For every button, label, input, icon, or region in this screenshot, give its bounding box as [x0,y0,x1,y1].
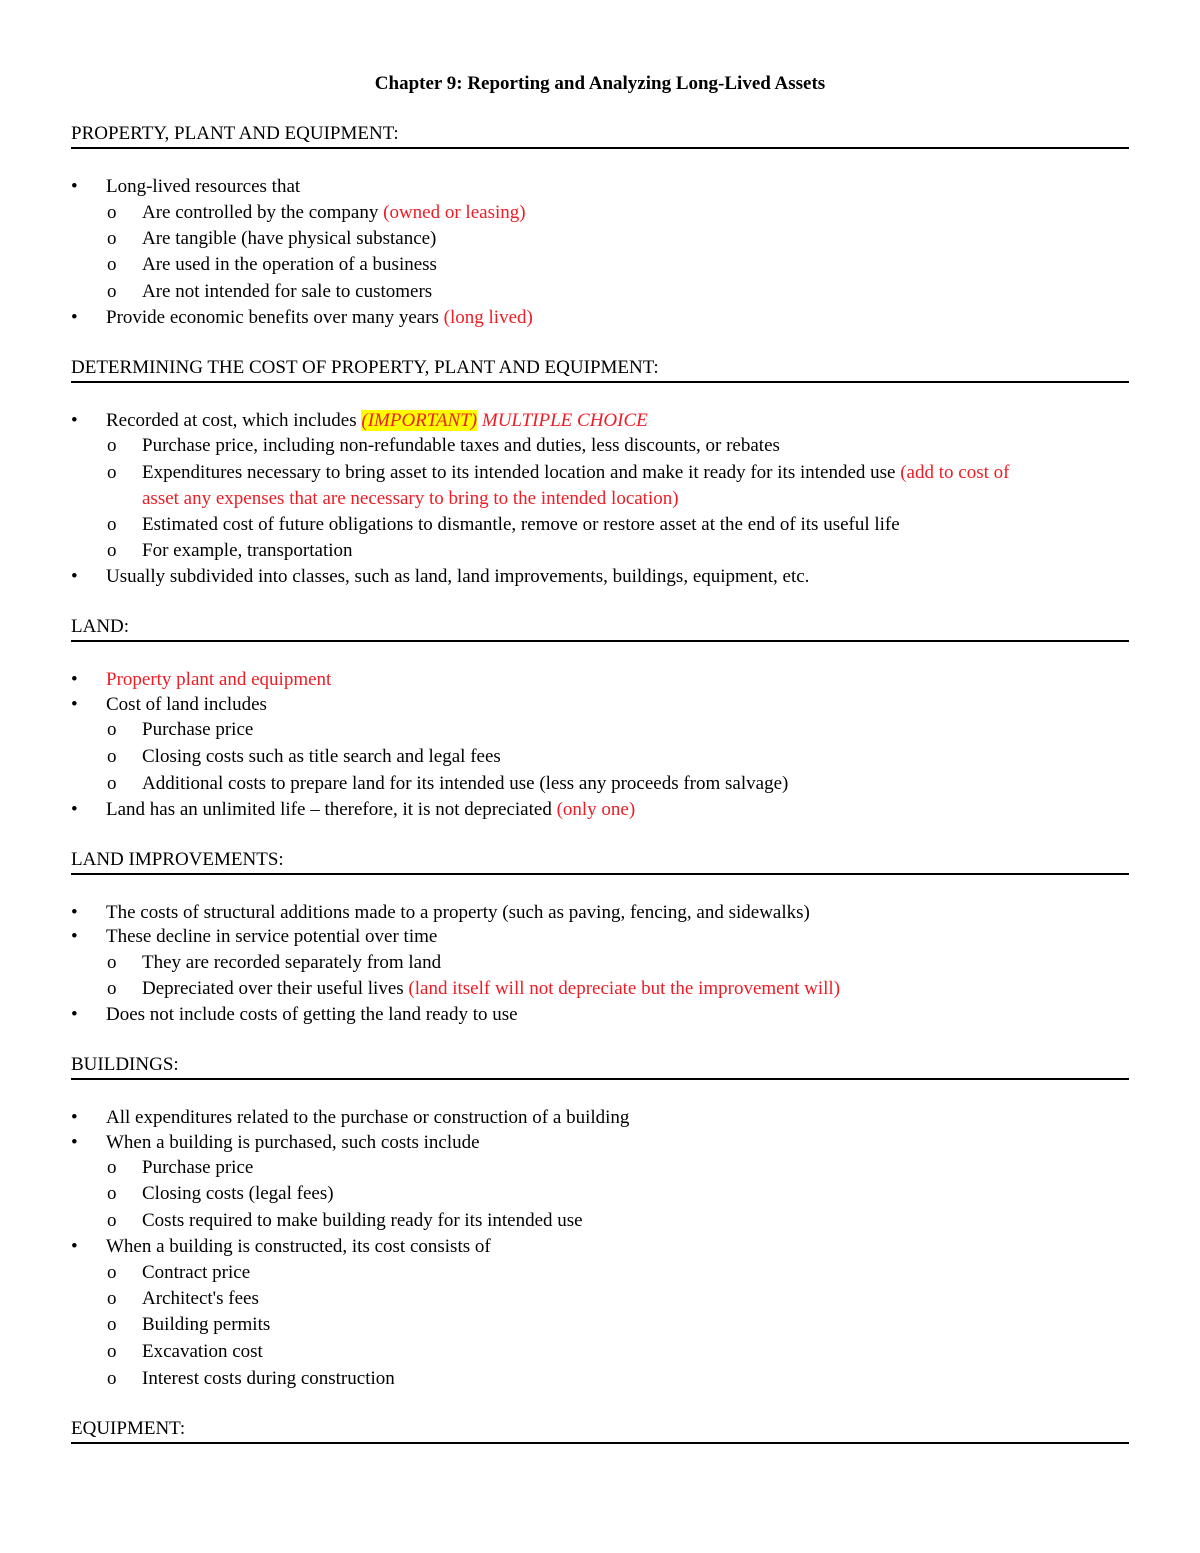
annotation-note-continued: asset any expenses that are necessary to bring to the intended location) [142,488,679,509]
annotation-note: MULTIPLE CHOICE [481,410,648,431]
section-heading-land-improvements: LAND IMPROVEMENTS: [71,848,1129,875]
annotation-note: (only one) [556,799,636,820]
section-heading-buildings: BUILDINGS: [71,1053,1129,1080]
annotation-note: (owned or leasing) [383,202,526,223]
document-page: Chapter 9: Reporting and Analyzing Long-Lived Assets PROPERTY, PLANT AND EQUIPMENT: • Long-lived resources that o Are controlled by the company (owned or leasing) o Are tangible (have physical substance) o Are used in the operation of a business o Are not intended for sale to customers • Provide economic benefits over many years (long lived) DETERMINING THE COST OF PROPERTY, PLANT AND EQUIPMENT: • Recorded at cost, which includes (IMPORTANT) MULTIPLE CHOICE o Purchase price, including non-refundable taxes and duties, less discounts, or rebates o Expenditures necessary to bring asset to its intended location and make it ready for its intended use (add to cost of asset any expenses that are necessary to bring to the intended location) o Estimated cost of future obligations to dismantle, remove or restore asset at the end of its useful life o For example, transportation • Usually subdivided into classes, such as land, land improvements, buildings, equipment, etc. LAND: • Property plant and equipment • Cost of land includes o Purchase price o Closing costs such as title search and legal fees o Additional costs to prepare land for its intended use (less any proceeds from salvage) • Land has an unlimited life – therefore, it is not depreciated (only one) LAND IMPROVEMENTS: • The costs of structural additions made to a property (such as paving, fencing, and sidewalks) • These decline in service potential over time o They are recorded separately from land o Depreciated over their useful lives (land itself will not depreciate but the improvement will) • Does not include costs of getting the land ready to use BUILDINGS: • All expenditures related to the purchase or construction of a building • When a building is purchased, such costs include o Purchase price o Closing costs (legal fees) o Costs required to make building ready for its intended use • When a building is constructed, its cost consists of o Contract price o Architect's fees o Building permits o Excavation cost o Interest costs during construction EQUIPMENT: [0,0,1200,1553]
section-heading-land: LAND: [71,615,1129,642]
annotation-note: (land itself will not depreciate but the improvement will) [408,978,841,999]
highlighted-note: (IMPORTANT) [361,410,478,431]
document-title: Chapter 9: Reporting and Analyzing Long-Lived Assets [374,73,826,94]
section-heading-cost: DETERMINING THE COST OF PROPERTY, PLANT AND EQUIPMENT: [71,356,1129,383]
annotation-note: (long lived) [443,307,533,328]
section-heading-equipment: EQUIPMENT: [71,1417,1129,1444]
section-heading-ppe: PROPERTY, PLANT AND EQUIPMENT: [71,122,1129,149]
annotation-note: (add to cost of [900,462,1010,483]
